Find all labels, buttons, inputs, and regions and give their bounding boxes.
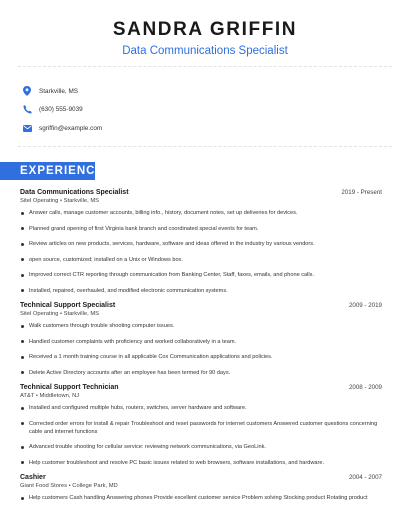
job-bullets <box>20 494 382 502</box>
job-title: Technical Support Technician <box>20 384 119 391</box>
bullet-item: Delete Active Directory accounts after an employee has been termed for 90 days. <box>20 369 382 377</box>
bullet-item: Help customers Cash handling Answering phones Provide excellent customer service Problem solving Stocking product Rotating product <box>20 494 382 502</box>
bullet-item: Handled customer complaints with proficiency and worked collaboratively in a team. <box>20 338 382 346</box>
phone-icon <box>22 104 32 116</box>
bullet-item: Help customer troubleshoot and resolve PC basic issues related to web browsers, software installations, and hardware. <box>20 459 382 467</box>
bullet-item: Review articles on new products, services, hardware, software and ideas offered in the industry by various vendors. <box>20 240 382 248</box>
bullet-item: Answer calls, manage customer accounts, billing info., history, document notes, set up deliveries for devices. <box>20 209 382 217</box>
job-dates: 2008 - 2009 <box>348 384 382 391</box>
bullet-item: Improved correct CTR reporting through communication from Banking Center, Staff, faxes, emails, and phone calls. <box>20 271 382 279</box>
job-title: Data Communications Specialist <box>20 189 129 196</box>
contact-location-text: Starkville, MS <box>39 87 79 95</box>
job-employer: Sitel Operating • Starkville, MS <box>20 311 100 317</box>
bullet-item: Advanced trouble shooting for cellular service: reviewing network communications, via GeoLink. <box>20 443 382 451</box>
contact-phone <box>22 101 102 119</box>
bullet-item: Planned grand opening of first Virginia bank branch and coordinated special events for team. <box>20 225 382 233</box>
contact-email-text[interactable]: sgriffin@example.com <box>39 124 103 132</box>
job-bullets <box>20 209 382 295</box>
job-employer: Giant Food Stores • College Park, MD <box>20 483 118 489</box>
resume-header <box>0 0 410 58</box>
section-heading-experience: EXPERIENCE <box>0 162 95 180</box>
contact-email <box>22 119 102 137</box>
job-entry <box>20 474 382 502</box>
job-entry <box>20 189 382 295</box>
candidate-title: Data Communications Specialist <box>122 45 288 57</box>
experience-list <box>20 189 382 510</box>
job-title: Cashier <box>20 474 46 481</box>
bullet-item: Corrected order errors for install & repair Troubleshoot and reset passwords for internet customers Answered customer questions concerning cable and internet functions <box>20 420 382 436</box>
contact-phone-text: (630) 555-9039 <box>39 106 83 113</box>
bullet-item: open source, customized; installed on a Unix or Windows box. <box>20 256 382 264</box>
job-dates: 2019 - Present <box>341 189 382 196</box>
divider <box>18 146 392 147</box>
job-bullets <box>20 404 382 467</box>
bullet-item: Received a 1 month training course in all applicable Cox Communication applications and policies. <box>20 353 382 361</box>
job-dates: 2009 - 2019 <box>348 302 382 309</box>
job-employer: Sitel Operating • Starkville, MS <box>20 198 100 204</box>
job-entry <box>20 302 382 377</box>
job-entry <box>20 384 382 467</box>
candidate-name: SANDRA GRIFFIN <box>112 19 298 40</box>
email-icon <box>22 122 32 134</box>
bullet-item: Installed, repaired, overhauled, and modified electronic communication systems. <box>20 287 382 295</box>
job-title: Technical Support Specialist <box>20 302 116 309</box>
job-employer: AT&T • Middletown, NJ <box>20 393 80 399</box>
job-bullets <box>20 322 382 377</box>
contact-list <box>22 82 102 138</box>
divider <box>18 66 392 67</box>
location-pin-icon <box>22 85 32 97</box>
bullet-item: Installed and configured multiple hubs, routers, switches, server hardware and software. <box>20 404 382 412</box>
contact-location <box>22 82 102 100</box>
job-dates: 2004 - 2007 <box>348 474 382 481</box>
bullet-item: Walk customers through trouble shooting computer issues. <box>20 322 382 330</box>
